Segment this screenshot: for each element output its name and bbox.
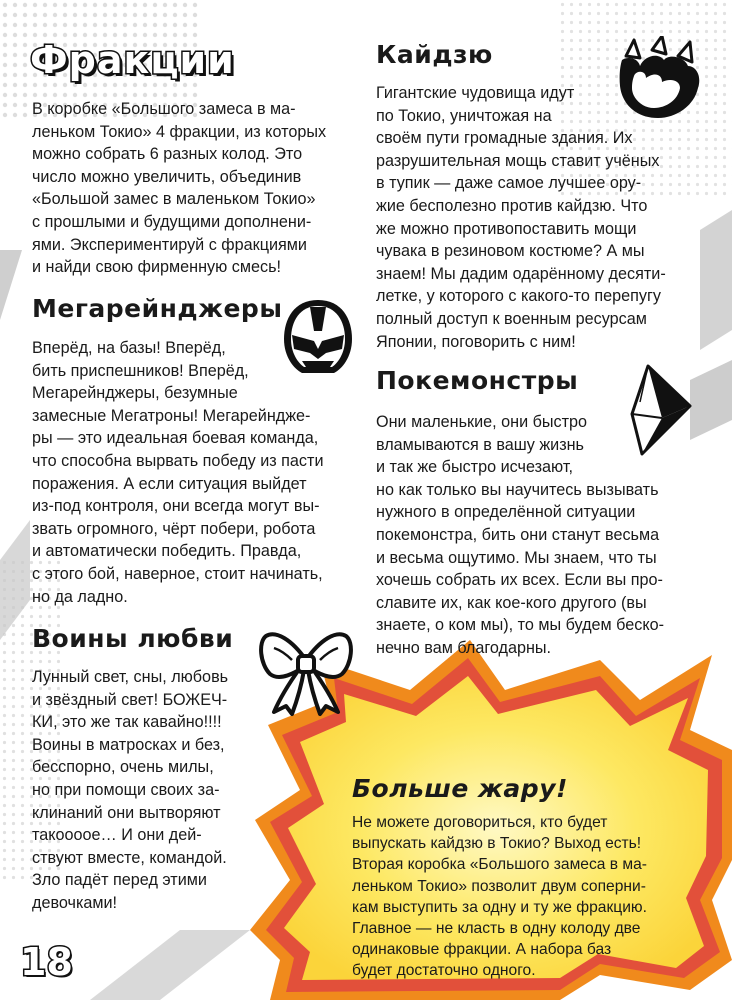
- page-title: Фракции: [30, 38, 235, 82]
- kaiju-body: [376, 82, 716, 353]
- pokemonsters-text: Они маленькие, они быстро вламываются в вашу жизнь и так же быстро исчезают, но как только вы научитесь вызывать нужного в определённой ситуации покемонстра, бить они станут весьма и весьма ощутимо. Мы знаем, что ты хочешь собрать их всех. Если вы про- славите их, как кое-кого другого (вы знаете, о ком мы), то мы будем беско- нечно вам благодарны.: [376, 413, 664, 657]
- megarangers-heading: Мегарейнджеры: [32, 294, 283, 323]
- megarangers-text: Вперёд, на базы! Вперёд, бить приспешников! Вперёд, Мегарейнджеры, безумные замесные Мегатроны! Мегарейндже- ры — это идеальная боевая команда, что способна вырвать победу из пасти поражения. А если ситуация выйдет из-под контроля, они всегда могут вы- звать огромного, чёрт побери, робота и автоматически победить. Правда, с этого бой, наверное, стоит начинать, но да ладно.: [32, 339, 324, 606]
- kaiju-section: [376, 40, 493, 69]
- more-heat-text: Не можете договориться, кто будет выпускать кайдзю в Токио? Выход есть! Вторая коробка «Большого замеса в ма- леньком Токио» позволит двум соперни- кам выступить за одну и ту же фракцию. Главное — не класть в одну колоду две одинаковые фракции. А набора баз будет достаточно одного.: [352, 814, 647, 980]
- pokemonsters-body: [376, 411, 716, 660]
- love-warriors-text: Лунный свет, сны, любовь и звёздный свет! БОЖЕЧ- КИ, это же так кавайно!!!! Воины в матросках и без, бесспорно, очень милы, но при помощи своих за- клинаний они вытворяют такоооое… И они дей- ствуют вместе, командой. Зло падёт перед этими девочками!: [32, 668, 229, 912]
- more-heat-heading: Больше жару!: [352, 774, 568, 803]
- more-heat-body: [352, 812, 692, 982]
- love-warriors-body: [32, 666, 272, 915]
- page-number: 18: [20, 940, 73, 984]
- kaiju-text: Гигантские чудовища идут по Токио, уничтожая на своём пути громадные здания. Их разрушительная мощь ставит учёных в тупик — даже самое лучшее ору- жие бесполезно против кайдзю. Что же можно противопоставить мощи чувака в резиновом костюме? А мы знаем! Мы дадим одарённому десяти- летке, у которого с какого-то перепугу полный доступ к военным ресурсам Японии, поговорить с ним!: [376, 84, 666, 351]
- stripe-bottom: [90, 930, 250, 1000]
- pokemonsters-section: [376, 366, 578, 395]
- pokemonsters-heading: Покемонстры: [376, 366, 579, 395]
- factions-section: [30, 38, 235, 82]
- factions-intro-text: В коробке «Большого замеса в ма- леньком Токио» 4 фракции, из которых можно собрать 6 разных колод. Это число можно увеличить, объединив «Большой замес в маленьком Токио» с прошлыми и будущими дополнени- ями. Экспериментируй с фракциями и найди свою фирменную смесь!: [32, 100, 327, 277]
- love-warriors-heading: Воины любви: [32, 624, 234, 653]
- more-heat-section: [352, 774, 568, 803]
- love-warriors-section: [32, 624, 233, 653]
- stripe-left: [0, 250, 22, 320]
- megarangers-section: [32, 294, 282, 323]
- factions-intro: [32, 98, 352, 279]
- kaiju-heading: Кайдзю: [376, 40, 493, 69]
- megarangers-body: [32, 337, 362, 608]
